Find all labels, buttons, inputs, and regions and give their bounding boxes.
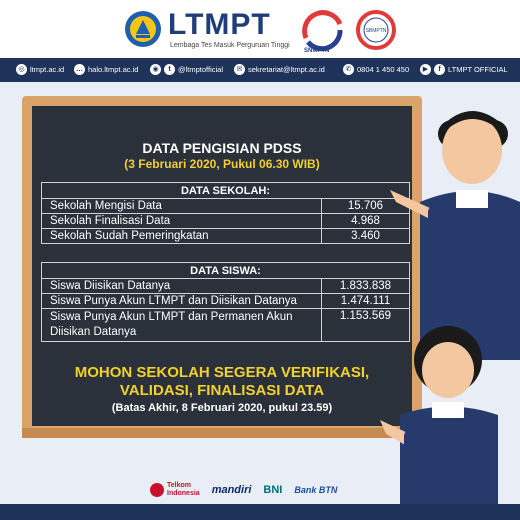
- snmptn-label: SNMPTN: [304, 48, 330, 54]
- table-row: Sekolah Sudah Pemeringkatan 3.460: [42, 229, 409, 243]
- bottom-bar: [0, 504, 520, 520]
- call-to-action-line1: MOHON SEKOLAH SEGERA VERIFIKASI,: [74, 364, 370, 381]
- telkom-logo: Telkom Indonesia: [150, 482, 200, 498]
- btn-logo: Bank BTN: [294, 485, 338, 495]
- brand-subtitle: Lembaga Tes Masuk Perguruan Tinggi: [170, 42, 290, 49]
- sbmptn-logo-icon: [356, 10, 396, 50]
- table-row: Siswa Punya Akun LTMPT dan Diisikan Datanya 1.474.111: [42, 294, 409, 309]
- table-row: Siswa Punya Akun LTMPT dan Permanen Akun Diisikan Datanya 1.153.569: [42, 309, 409, 341]
- globe-icon: ◎: [16, 64, 27, 75]
- facebook-icon: f: [434, 64, 445, 75]
- instagram-icon: ◉: [150, 64, 161, 75]
- mail-icon: ✉: [234, 64, 245, 75]
- student-table-header: DATA SISWA:: [42, 263, 409, 279]
- table-row: Sekolah Finalisasi Data 4.968: [42, 214, 409, 229]
- chat-icon: …: [76, 66, 83, 73]
- school-table-header: DATA SEKOLAH:: [42, 183, 409, 199]
- board-date: (3 Februari 2020, Pukul 06.30 WIB): [124, 157, 320, 171]
- sponsor-strip: [150, 478, 337, 502]
- youtube-icon: ▶: [420, 64, 431, 75]
- contact-halo[interactable]: … halo.ltmpt.ac.id: [76, 65, 139, 74]
- student-data-table: [41, 262, 410, 342]
- contact-social[interactable]: ◉ t @ltmptofficial: [150, 64, 223, 75]
- table-row: Siswa Diisikan Datanya 1.833.838: [42, 279, 409, 294]
- phone-icon: ✆: [343, 64, 354, 75]
- contact-email[interactable]: ✉ sekretariat@ltmpt.ac.id: [234, 64, 325, 75]
- table-row: Sekolah Mengisi Data 15.706: [42, 199, 409, 214]
- brand-title: LTMPT: [168, 8, 271, 41]
- contact-phone[interactable]: ✆ 0804 1 450 450: [343, 64, 409, 75]
- contact-youtube[interactable]: ▶ f LTMPT OFFICIAL: [420, 64, 508, 75]
- deadline-text: (Batas Akhir, 8 Februari 2020, pukul 23.59): [111, 402, 333, 414]
- contact-bar: [0, 58, 520, 82]
- sbmptn-label: SBMPTN: [365, 28, 387, 34]
- twitter-icon: t: [164, 64, 175, 75]
- mascot-characters-icon: [380, 90, 520, 510]
- school-data-table: [41, 182, 410, 244]
- tut-wuri-emblem-icon: [124, 10, 162, 48]
- chalkboard-ledge: [22, 428, 422, 438]
- board-title: DATA PENGISIAN PDSS: [142, 140, 302, 156]
- telkom-icon: [150, 483, 164, 497]
- bni-logo: BNI: [263, 484, 283, 496]
- call-to-action-line2: VALIDASI, FINALISASI DATA: [119, 382, 325, 399]
- header: [0, 0, 520, 58]
- contact-web[interactable]: ◎ ltmpt.ac.id: [16, 64, 64, 75]
- mandiri-logo: mandiri: [211, 484, 252, 496]
